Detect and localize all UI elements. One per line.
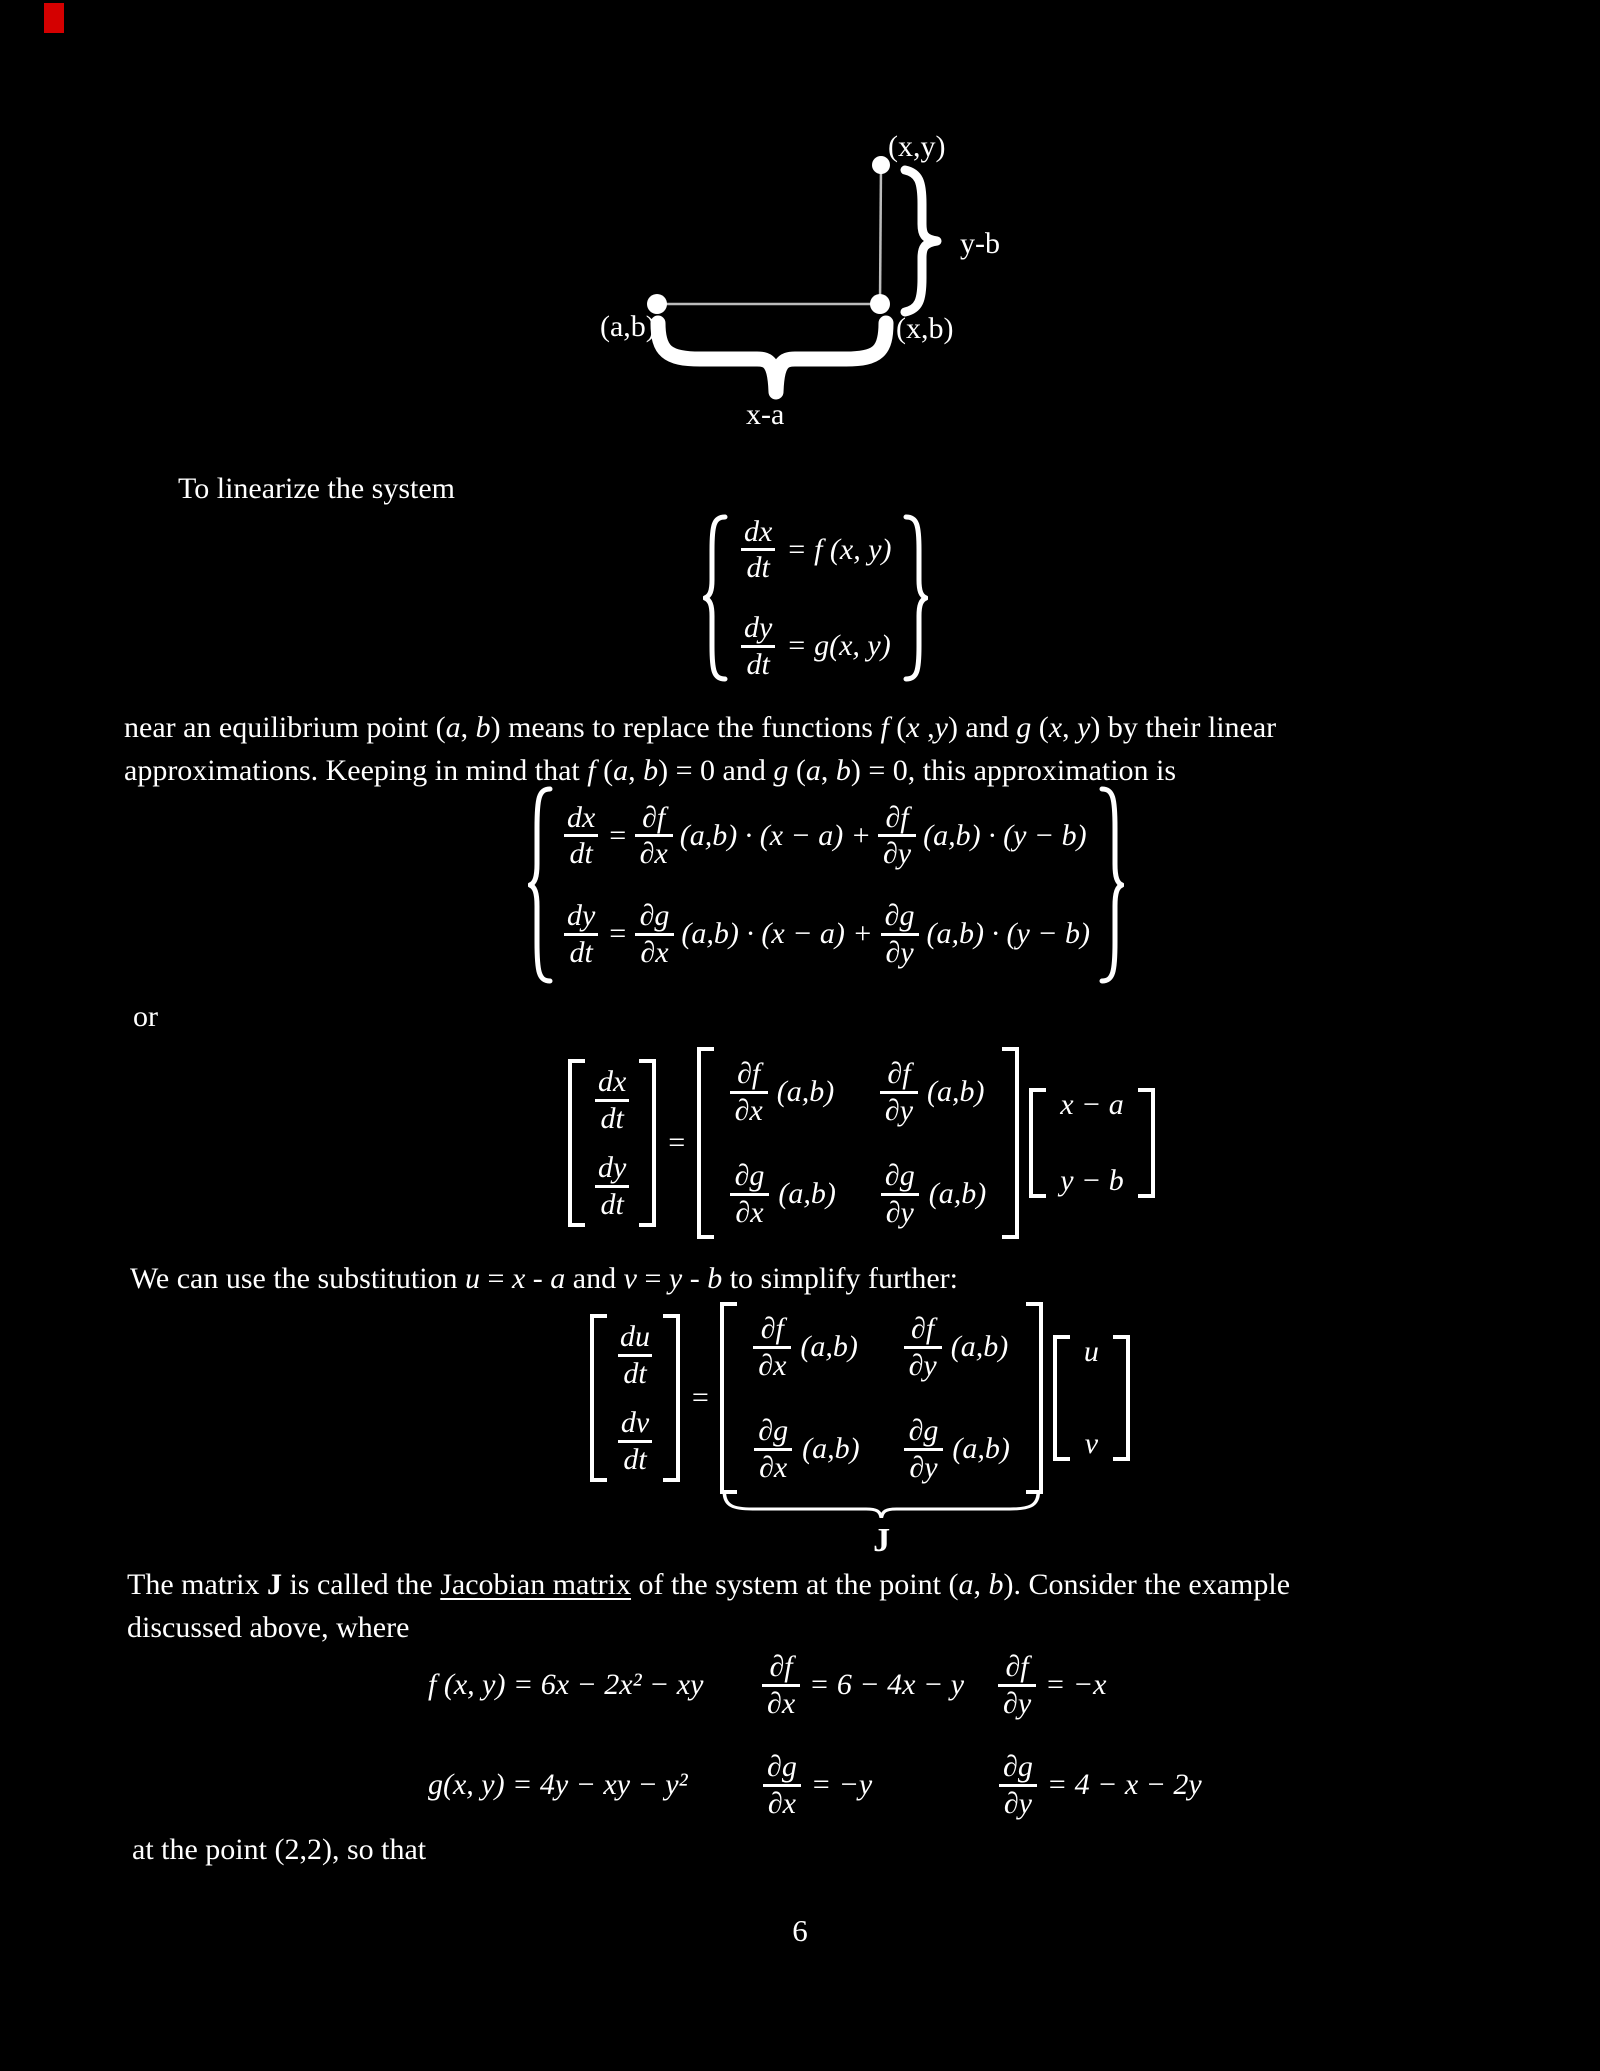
- paragraph-jacobian: [127, 1563, 1290, 1649]
- jacobian-label: J: [873, 1522, 891, 1560]
- ode-system-equation: [703, 514, 928, 682]
- fraction-dx-dt: $\frac{dx}{dt}$: [739, 515, 777, 585]
- left-curly-brace: [528, 786, 554, 984]
- left-square-bracket: [720, 1302, 737, 1494]
- fraction-dg-dx: $\frac{\partial g}{\partial x}$: [635, 899, 675, 969]
- term-x-minus-a: (a,b) · (x − a) +: [679, 818, 871, 852]
- right-square-bracket: [663, 1314, 680, 1482]
- equals-sign: =: [607, 818, 628, 852]
- left-curly-brace: [703, 514, 729, 682]
- corner-red-mark: [44, 3, 64, 33]
- matrix-cell: $\frac{\partial f}{\partial x}$ (a,b): [730, 1057, 836, 1127]
- fraction-dy-dt: $\frac{dy}{dt}$: [739, 611, 777, 681]
- left-square-bracket: [590, 1314, 607, 1482]
- fraction-dx-dt: $\frac{dx}{dt}$: [593, 1065, 631, 1135]
- linear-approximation-equation: [528, 786, 1124, 984]
- intro-text: To linearize the system: [178, 472, 455, 505]
- matrix-cell: $\frac{\partial g}{\partial x}$ (a,b): [753, 1414, 859, 1484]
- or-text: or: [133, 1000, 158, 1033]
- label-point-ab: (a,b): [600, 310, 656, 343]
- fraction-dv-dt: $\frac{dv}{dt}$: [616, 1406, 654, 1476]
- fraction-dg-dy: $\frac{\partial g}{\partial y}$: [998, 1750, 1038, 1820]
- example-derivatives: [428, 1650, 1202, 1820]
- right-square-bracket: [639, 1059, 656, 1227]
- right-square-bracket: [1138, 1088, 1155, 1198]
- paragraph-line: approximations. Keeping in mind that f (a, b) = 0 and g (a, b) = 0, this approximation is: [124, 754, 1177, 787]
- dg-dx-cell: [762, 1750, 998, 1820]
- matrix-cell: $\frac{\partial f}{\partial x}$ (a,b): [753, 1312, 859, 1382]
- matrix-cell: $\frac{\partial g}{\partial y}$ (a,b): [880, 1159, 986, 1229]
- left-square-bracket: [1029, 1088, 1046, 1198]
- linearized-row-x: [562, 801, 1087, 871]
- equals-sign: =: [607, 917, 628, 951]
- dg-dx-value: = −y: [810, 1768, 873, 1802]
- paragraph-line: discussed above, where: [127, 1611, 410, 1644]
- fraction-df-dy: $\frac{\partial f}{\partial y}$: [998, 1650, 1036, 1720]
- linearized-row-y: [562, 899, 1090, 969]
- uv-vector: [1053, 1335, 1130, 1461]
- left-square-bracket: [568, 1059, 585, 1227]
- right-curly-brace: [1098, 786, 1124, 984]
- left-square-bracket: [697, 1047, 714, 1239]
- displacement-vector: [1029, 1088, 1155, 1198]
- vector-entry: x − a: [1060, 1088, 1124, 1122]
- linearization-diagram: [560, 108, 1040, 453]
- df-dy-value: = −x: [1045, 1668, 1107, 1702]
- ode-row-x: [739, 515, 892, 585]
- equals-sign: =: [690, 1381, 711, 1415]
- paragraph-at-point: at the point (2,2), so that: [132, 1833, 427, 1866]
- paragraph-substitution: We can use the substitution u = x - a and v = y - b to simplify further:: [130, 1262, 958, 1295]
- fraction-dx-dt: $\frac{dx}{dt}$: [562, 801, 600, 871]
- fraction-df-dx: $\frac{\partial f}{\partial x}$: [762, 1650, 800, 1720]
- point-xb-dot: [870, 294, 890, 314]
- equals-sign: =: [666, 1126, 687, 1160]
- fraction-du-dt: $\frac{du}{dt}$: [620, 1320, 650, 1390]
- right-square-bracket: [1002, 1047, 1019, 1239]
- term-y-minus-b: (a,b) · (y − b): [923, 818, 1087, 852]
- df-dy-cell: [998, 1650, 1202, 1720]
- fraction-df-dx: $\frac{\partial f}{\partial x}$: [635, 801, 673, 871]
- term-x-minus-a: (a,b) · (x − a) +: [681, 917, 873, 951]
- right-curly-brace: [902, 514, 928, 682]
- right-curly-brace-yb: [905, 170, 937, 312]
- fraction-df-dy: $\frac{\partial f}{\partial y}$: [878, 801, 916, 871]
- ode-rhs-g: = g(x, y): [786, 629, 891, 663]
- jacobian-matrix: [697, 1047, 1020, 1239]
- term-y-minus-b: (a,b) · (y − b): [926, 917, 1091, 951]
- dg-dy-value: = 4 − x − 2y: [1046, 1768, 1202, 1802]
- vector-entry: y − b: [1060, 1164, 1124, 1198]
- paragraph-line: near an equilibrium point (a, b) means to replace the functions f (x ,y) and g (x, y) by their linear: [124, 711, 1277, 744]
- jacobian-matrix-group: [720, 1302, 1043, 1560]
- df-dx-value: = 6 − 4x − y: [809, 1668, 965, 1702]
- right-square-bracket: [1113, 1335, 1130, 1461]
- fraction-dy-dt: $\frac{dy}{dt}$: [593, 1151, 631, 1221]
- matrix-cell: $\frac{\partial g}{\partial y}$ (a,b): [904, 1414, 1010, 1484]
- vector-entry: u: [1083, 1335, 1099, 1369]
- derivative-vector: [568, 1059, 656, 1227]
- matrix-equation-xy: [568, 1047, 1155, 1239]
- paragraph-equilibrium: [124, 706, 1276, 792]
- left-square-bracket: [1053, 1335, 1070, 1461]
- g-definition: g(x, y) = 4y − xy − y²: [428, 1768, 688, 1802]
- vector-entry: v: [1084, 1427, 1099, 1461]
- paragraph-line: The matrix J is called the Jacobian matrix of the system at the point (a, b). Consider the example: [127, 1568, 1291, 1601]
- f-definition: f (x, y) = 6x − 2x² − xy: [428, 1668, 704, 1702]
- df-dx-cell: [762, 1650, 998, 1720]
- label-distance-yb: y-b: [960, 227, 1000, 260]
- matrix-cell: $\frac{\partial f}{\partial y}$ (a,b): [904, 1312, 1010, 1382]
- under-brace-j: [722, 1492, 1041, 1518]
- matrix-equation-uv: [590, 1302, 1130, 1560]
- dg-dy-cell: [998, 1750, 1202, 1820]
- right-square-bracket: [1026, 1302, 1043, 1494]
- fraction-dy-dt: $\frac{dy}{dt}$: [562, 899, 600, 969]
- matrix-cell: $\frac{\partial f}{\partial y}$ (a,b): [880, 1057, 986, 1127]
- label-point-xy: (x,y): [888, 130, 946, 163]
- matrix-cell: $\frac{\partial g}{\partial x}$ (a,b): [730, 1159, 836, 1229]
- ode-row-y: [739, 611, 891, 681]
- fraction-dg-dy: $\frac{\partial g}{\partial y}$: [880, 899, 920, 969]
- page-number: 6: [792, 1913, 808, 1948]
- vertical-segment: [880, 165, 881, 304]
- derivative-vector: [590, 1314, 680, 1482]
- fraction-dg-dx: $\frac{\partial g}{\partial x}$: [762, 1750, 802, 1820]
- under-brace-xa: [658, 323, 886, 392]
- label-point-xb: (x,b): [896, 312, 954, 345]
- label-distance-xa: x-a: [746, 398, 785, 431]
- ode-rhs-f: = f (x, y): [786, 532, 892, 566]
